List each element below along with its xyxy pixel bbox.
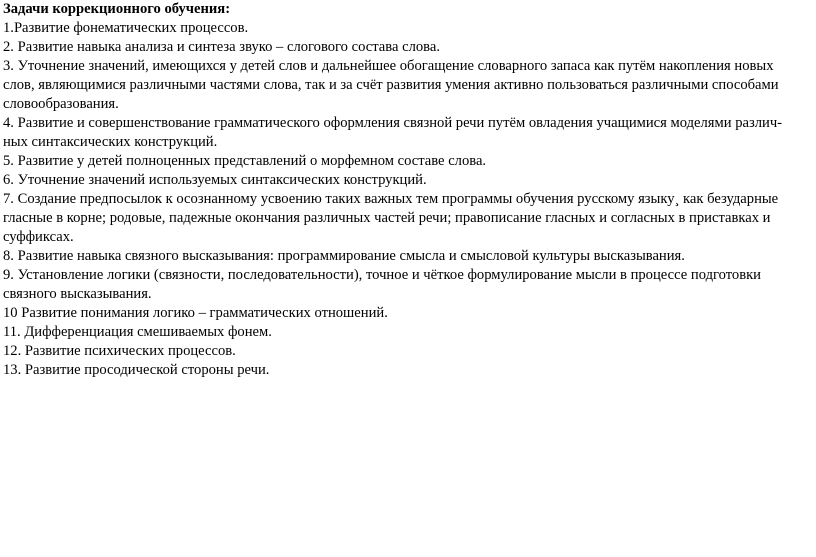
list-item-line: слов, являющимися различными частями слова, так и за счёт развития умения активно пользоваться различными способами — [3, 77, 779, 93]
list-item-7 — [3, 190, 803, 247]
list-item-6 — [3, 171, 803, 190]
document-heading: Задачи коррекционного обучения: — [3, 1, 231, 17]
list-item-line: суффиксах. — [3, 229, 74, 245]
list-item-line: 10 Развитие понимания логико – грамматических отношений. — [3, 305, 388, 321]
list-item-line: 5. Развитие у детей полноценных представлений о морфемном составе слова. — [3, 153, 487, 169]
list-item-line: связного высказывания. — [3, 286, 152, 302]
list-item-line: 12. Развитие психических процессов. — [3, 343, 236, 359]
list-item-line: 4. Развитие и совершенствование грамматического оформления связной речи путём овладения учащимися моделями различ- — [3, 115, 783, 131]
list-item-line: 9. Установление логики (связности, последовательности), точное и чёткое формулирование мысли в процессе подготовки — [3, 267, 761, 283]
list-item-5 — [3, 152, 803, 171]
list-item-line: 2. Развитие навыка анализа и синтеза звуко – слогового состава слова. — [3, 39, 440, 55]
list-item-10 — [3, 304, 803, 323]
list-item-line: 8. Развитие навыка связного высказывания: программирование смысла и смысловой культуры высказывания. — [3, 248, 685, 264]
list-item-line: 13. Развитие просодической стороны речи. — [3, 362, 270, 378]
list-item-2 — [3, 38, 803, 57]
list-item-line: 11. Дифференциация смешиваемых фонем. — [3, 324, 272, 340]
list-item-13 — [3, 361, 803, 380]
list-item-4 — [3, 114, 803, 152]
list-item-line: словообразования. — [3, 96, 119, 112]
list-item-line: 7. Создание предпосылок к осознанному усвоению таких важных тем программы обучения русскому языку¸ как безударные — [3, 191, 779, 207]
list-item-line: 6. Уточнение значений используемых синтаксических конструкций. — [3, 172, 427, 188]
document-body — [3, 0, 803, 380]
list-item-line: ных синтаксических конструкций. — [3, 134, 218, 150]
list-item-3 — [3, 57, 803, 114]
list-item-11 — [3, 323, 803, 342]
list-item-1 — [3, 19, 803, 38]
list-item-line: 1.Развитие фонематических процессов. — [3, 20, 249, 36]
list-item-line: гласные в корне; родовые, падежные окончания различных частей речи; правописание гласных и согласных в приставках и — [3, 210, 771, 226]
list-item-8 — [3, 247, 803, 266]
list-item-9 — [3, 266, 803, 304]
list-item-line: 3. Уточнение значений, имеющихся у детей слов и дальнейшее обогащение словарного запаса как путём накопления новых — [3, 58, 774, 74]
list-item-12 — [3, 342, 803, 361]
